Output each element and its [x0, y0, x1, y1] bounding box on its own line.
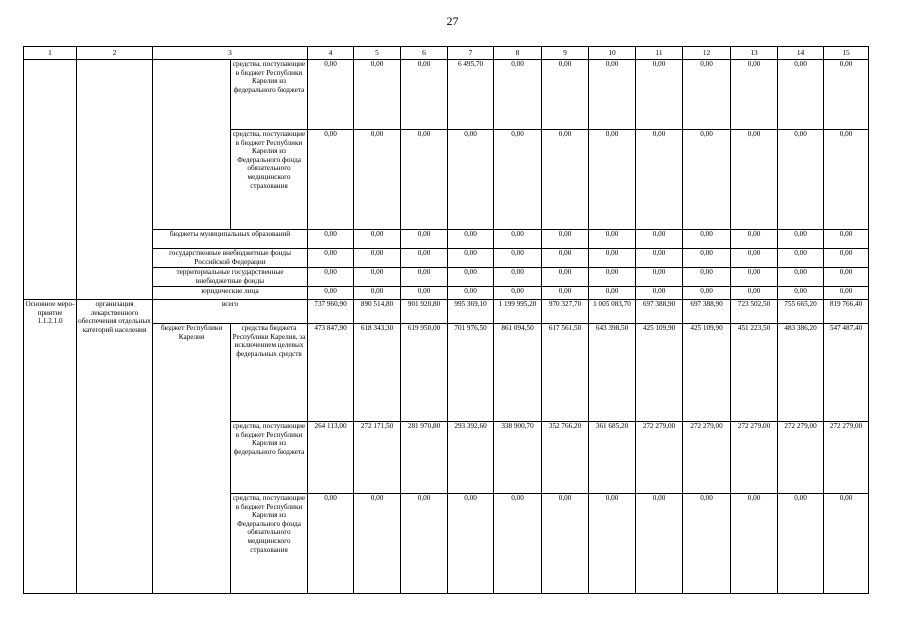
value-cell: 0,00 [448, 287, 494, 300]
value-cell: 0,00 [354, 60, 401, 130]
value-cell: 0,00 [636, 268, 683, 287]
value-cell: 0,00 [589, 249, 636, 268]
value-cell: 272 171,50 [354, 422, 401, 494]
value-cell: 361 685,20 [589, 422, 636, 494]
value-cell: 0,00 [778, 494, 824, 594]
value-cell: 0,00 [308, 60, 354, 130]
value-cell: 0,00 [731, 494, 778, 594]
value-cell: 338 900,70 [494, 422, 542, 494]
column-header: 5 [354, 47, 401, 60]
column-header: 7 [448, 47, 494, 60]
column-header: 3 [153, 47, 308, 60]
value-cell: 425 109,90 [683, 324, 731, 422]
value-cell: 0,00 [494, 287, 542, 300]
value-cell: 0,00 [636, 60, 683, 130]
total-label: всего [153, 300, 308, 324]
column-header: 6 [401, 47, 448, 60]
column-header: 9 [542, 47, 589, 60]
value-cell: 0,00 [401, 130, 448, 230]
value-cell: 0,00 [542, 287, 589, 300]
value-cell: 0,00 [354, 287, 401, 300]
source-label: государственные внебюджетные фонды Российской Федерации [153, 249, 308, 268]
measure-name: организация лекарственного обеспечения отдельных категорий населения [77, 300, 153, 594]
value-cell: 0,00 [589, 287, 636, 300]
value-cell: 619 950,00 [401, 324, 448, 422]
value-cell: 0,00 [448, 268, 494, 287]
value-cell: 0,00 [401, 249, 448, 268]
value-cell: 0,00 [354, 494, 401, 594]
value-cell: 0,00 [824, 249, 869, 268]
value-cell: 272 279,00 [636, 422, 683, 494]
value-cell: 0,00 [824, 494, 869, 594]
column-header: 2 [77, 47, 153, 60]
value-cell: 0,00 [401, 268, 448, 287]
value-cell: 0,00 [824, 60, 869, 130]
value-cell: 0,00 [683, 494, 731, 594]
value-cell: 0,00 [589, 60, 636, 130]
value-cell: 0,00 [683, 287, 731, 300]
value-cell: 0,00 [448, 494, 494, 594]
value-cell: 0,00 [542, 230, 589, 249]
value-cell: 0,00 [308, 130, 354, 230]
source-label: юридические лица [153, 287, 308, 300]
value-cell: 0,00 [308, 249, 354, 268]
value-cell: 425 109,90 [636, 324, 683, 422]
value-cell: 0,00 [494, 249, 542, 268]
value-cell: 0,00 [731, 268, 778, 287]
value-cell: 6 495,70 [448, 60, 494, 130]
value-cell: 0,00 [824, 230, 869, 249]
value-cell: 0,00 [494, 268, 542, 287]
value-cell: 0,00 [542, 249, 589, 268]
value-cell: 0,00 [824, 268, 869, 287]
value-cell: 0,00 [778, 268, 824, 287]
empty-cell [77, 60, 153, 300]
column-header: 11 [636, 47, 683, 60]
column-header: 8 [494, 47, 542, 60]
value-cell: 272 279,00 [824, 422, 869, 494]
value-cell: 0,00 [731, 60, 778, 130]
value-cell: 0,00 [683, 230, 731, 249]
column-header: 10 [589, 47, 636, 60]
source-label: средства, поступающие в бюджет Республики Карелия из федерального бюджета [231, 422, 308, 494]
value-cell: 0,00 [354, 268, 401, 287]
budget-table [23, 46, 869, 594]
value-cell: 0,00 [636, 494, 683, 594]
value-cell: 0,00 [589, 130, 636, 230]
value-cell: 0,00 [308, 230, 354, 249]
value-cell: 0,00 [448, 130, 494, 230]
column-header: 13 [731, 47, 778, 60]
value-cell: 483 386,20 [778, 324, 824, 422]
table-row [24, 60, 869, 130]
source-label: средства, поступающие в бюджет Республики Карелия из Федерального фонда обязательного медицинского страхования [231, 494, 308, 594]
source-label: территориальные государственные внебюджетные фонды [153, 268, 308, 287]
header-row [24, 47, 869, 60]
value-cell: 723 502,50 [731, 300, 778, 324]
column-header: 14 [778, 47, 824, 60]
value-cell: 0,00 [589, 268, 636, 287]
value-cell: 890 514,80 [354, 300, 401, 324]
value-cell: 547 487,40 [824, 324, 869, 422]
value-cell: 0,00 [778, 130, 824, 230]
value-cell: 755 665,20 [778, 300, 824, 324]
table-row [24, 300, 869, 324]
value-cell: 0,00 [401, 287, 448, 300]
value-cell: 473 847,90 [308, 324, 354, 422]
value-cell: 272 279,00 [731, 422, 778, 494]
value-cell: 0,00 [824, 130, 869, 230]
value-cell: 0,00 [354, 249, 401, 268]
value-cell: 0,00 [636, 130, 683, 230]
value-cell: 0,00 [731, 130, 778, 230]
value-cell: 697 388,90 [636, 300, 683, 324]
source-label: средства, поступающие в бюджет Республики Карелия из федерального бюджета [231, 60, 308, 130]
column-header: 15 [824, 47, 869, 60]
value-cell: 0,00 [636, 230, 683, 249]
value-cell: 0,00 [494, 494, 542, 594]
value-cell: 0,00 [401, 60, 448, 130]
value-cell: 737 960,90 [308, 300, 354, 324]
value-cell: 293 392,60 [448, 422, 494, 494]
column-header: 12 [683, 47, 731, 60]
page-number: 27 [446, 14, 459, 28]
value-cell: 0,00 [308, 268, 354, 287]
value-cell: 0,00 [589, 230, 636, 249]
value-cell: 617 561,50 [542, 324, 589, 422]
value-cell: 0,00 [494, 230, 542, 249]
value-cell: 697 388,90 [683, 300, 731, 324]
value-cell: 0,00 [731, 230, 778, 249]
value-cell: 0,00 [354, 230, 401, 249]
value-cell: 0,00 [683, 60, 731, 130]
value-cell: 701 976,50 [448, 324, 494, 422]
value-cell: 0,00 [636, 287, 683, 300]
value-cell: 281 970,80 [401, 422, 448, 494]
value-cell: 0,00 [448, 230, 494, 249]
source-label: бюджеты муниципальных образований [153, 230, 308, 249]
value-cell: 901 920,80 [401, 300, 448, 324]
column-header: 1 [24, 47, 77, 60]
value-cell: 272 279,00 [683, 422, 731, 494]
value-cell: 0,00 [494, 130, 542, 230]
value-cell: 0,00 [542, 130, 589, 230]
value-cell: 643 398,50 [589, 324, 636, 422]
value-cell: 0,00 [494, 60, 542, 130]
value-cell: 970 327,70 [542, 300, 589, 324]
value-cell: 1 199 995,20 [494, 300, 542, 324]
value-cell: 0,00 [542, 60, 589, 130]
measure-code: Основное меро-приятие 1.1.2.1.0 [24, 300, 77, 594]
value-cell: 0,00 [542, 268, 589, 287]
value-cell: 819 766,40 [824, 300, 869, 324]
value-cell: 0,00 [731, 287, 778, 300]
value-cell: 272 279,00 [778, 422, 824, 494]
value-cell: 0,00 [308, 287, 354, 300]
value-cell: 451 223,50 [731, 324, 778, 422]
empty-cell [24, 60, 77, 300]
value-cell: 0,00 [589, 494, 636, 594]
column-header: 4 [308, 47, 354, 60]
value-cell: 0,00 [542, 494, 589, 594]
value-cell: 0,00 [778, 249, 824, 268]
empty-cell [153, 60, 231, 230]
value-cell: 0,00 [778, 230, 824, 249]
value-cell: 0,00 [778, 60, 824, 130]
value-cell: 0,00 [731, 249, 778, 268]
value-cell: 995 369,10 [448, 300, 494, 324]
value-cell: 0,00 [401, 494, 448, 594]
value-cell: 861 094,50 [494, 324, 542, 422]
source-label: средства бюджета Республики Карелия, за исключением целевых федеральных средств [231, 324, 308, 422]
value-cell: 0,00 [401, 230, 448, 249]
value-cell: 264 113,00 [308, 422, 354, 494]
value-cell: 0,00 [636, 249, 683, 268]
value-cell: 0,00 [778, 287, 824, 300]
value-cell: 0,00 [824, 287, 869, 300]
value-cell: 0,00 [354, 130, 401, 230]
budget-label: бюджет Республики Карелия [153, 324, 231, 594]
value-cell: 0,00 [448, 249, 494, 268]
value-cell: 352 766,20 [542, 422, 589, 494]
source-label: средства, поступающие в бюджет Республики Карелия из Федерального фонда обязательного медицинского страхования [231, 130, 308, 230]
value-cell: 0,00 [308, 494, 354, 594]
value-cell: 0,00 [683, 249, 731, 268]
value-cell: 1 005 083,70 [589, 300, 636, 324]
value-cell: 0,00 [683, 130, 731, 230]
value-cell: 0,00 [683, 268, 731, 287]
value-cell: 618 343,30 [354, 324, 401, 422]
